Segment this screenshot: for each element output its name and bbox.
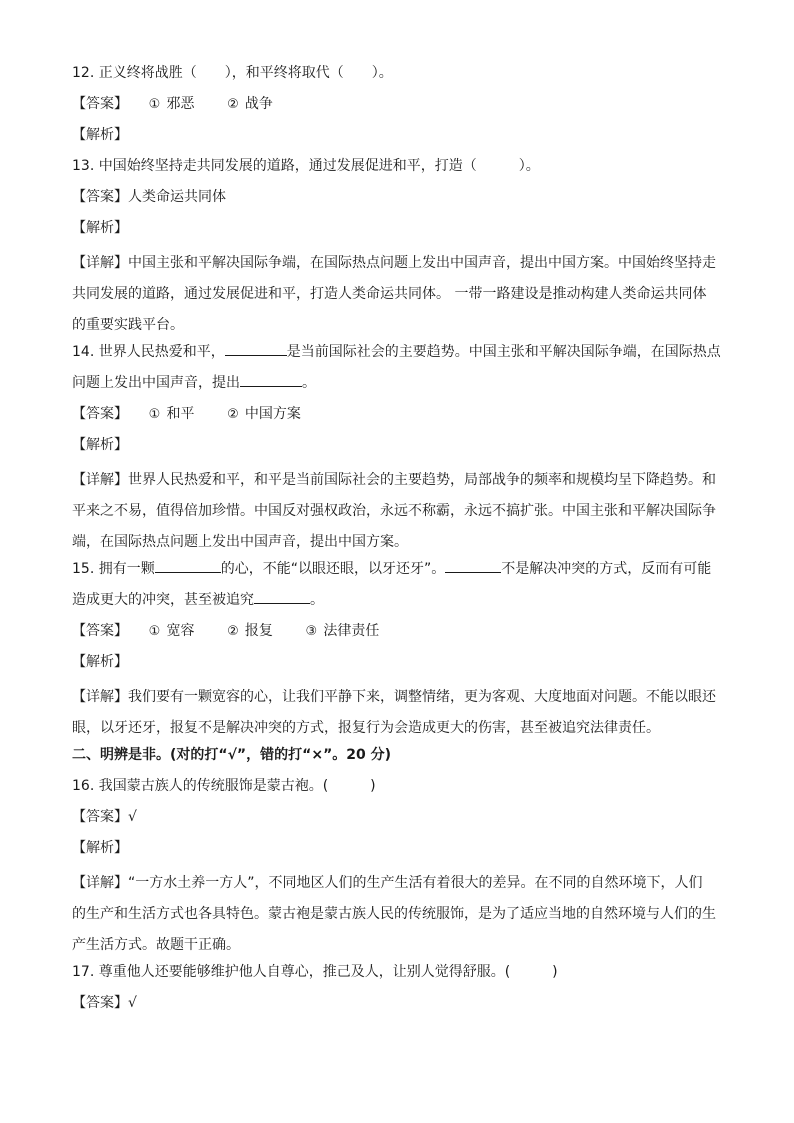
answer-text: 中国方案: [244, 406, 301, 422]
answer-text: 和平: [166, 406, 195, 422]
answer-label: 【答案】: [72, 623, 128, 639]
circled-number: ②: [227, 97, 239, 112]
document-page: [72, 62, 728, 1023]
fill-blank[interactable]: [155, 558, 221, 573]
circled-number: ②: [227, 624, 239, 639]
detail-line: 【详解】世界人民热爱和平，和平是当前国际社会的主要趋势，局部战争的频率和规模均呈下降趋势。和: [72, 472, 716, 488]
answer-13: [72, 186, 728, 217]
detail-16: [72, 868, 728, 961]
answer-label: 【答案】: [72, 96, 128, 112]
question-16: 16. 我国蒙古族人的传统服饰是蒙古袍。( ): [72, 778, 376, 794]
question-text: 。: [310, 592, 324, 608]
answer-text: 战争: [244, 96, 273, 112]
detail-14: [72, 465, 728, 558]
answer-label: 【答案】: [72, 809, 128, 825]
circled-number: ②: [227, 407, 239, 422]
analysis-label: 【解析】: [72, 654, 128, 670]
answer-14: [72, 403, 728, 434]
answer-text: 报复: [244, 623, 273, 639]
question-15-line-2: [72, 589, 728, 620]
circled-number: ①: [148, 97, 161, 112]
fill-blank[interactable]: [225, 341, 287, 356]
answer-12: [72, 93, 728, 124]
answer-item: [225, 93, 273, 116]
question-14-line-2: [72, 372, 728, 403]
answer-label: 【答案】: [72, 995, 128, 1011]
answer-text: 宽容: [166, 623, 195, 639]
detail-line: 【详解】我们要有一颗宽容的心，让我们平静下来，调整情绪，更为客观、大度地面对问题。不能以眼还: [72, 689, 716, 705]
answer-16: [72, 806, 728, 837]
detail-line: 【详解】“一方水土养一方人”，不同地区人们的生产生活有着很大的差异。在不同的自然环境下，人们: [72, 875, 703, 891]
question-12: 12. 正义终将战胜（ ），和平终将取代（ ）。: [72, 65, 393, 81]
detail-13: [72, 248, 728, 341]
detail-line: 产生活方式。故题干正确。: [72, 937, 240, 953]
detail-line: 眼，以牙还牙，报复不是解决冲突的方式，报复行为会造成更大的伤害，甚至被追究法律责任。: [72, 720, 660, 736]
answer-label: 【答案】: [72, 406, 128, 422]
detail-line: 【详解】中国主张和平解决国际争端，在国际热点问题上发出中国声音，提出中国方案。中国始终坚持走: [72, 255, 716, 271]
answer-text: √: [128, 809, 137, 825]
answer-text: √: [128, 995, 137, 1011]
detail-line: 的重要实践平台。: [72, 317, 184, 333]
detail-line: 的生产和生活方式也各具特色。蒙古袍是蒙古族人民的传统服饰，是为了适应当地的自然环境与人们的生: [72, 906, 716, 922]
answer-item: [225, 403, 301, 426]
circled-number: ①: [148, 624, 161, 639]
detail-15: [72, 682, 728, 744]
question-text: 14. 世界人民热爱和平，: [72, 344, 225, 360]
section-2-title: 二、明辨是非。(对的打“√”，错的打“×”。20 分): [72, 747, 392, 763]
answer-label: 【答案】: [72, 189, 128, 205]
answer-item: [146, 93, 194, 116]
question-text: 问题上发出中国声音，提出: [72, 375, 240, 391]
answer-text: 邪恶: [166, 96, 195, 112]
answer-item: [303, 620, 379, 643]
analysis-label: 【解析】: [72, 220, 128, 236]
question-13: 13. 中国始终坚持走共同发展的道路，通过发展促进和平，打造（ ）。: [72, 158, 540, 174]
analysis-label: 【解析】: [72, 437, 128, 453]
analysis-label: 【解析】: [72, 127, 128, 143]
detail-line: 端，在国际热点问题上发出中国声音，提出中国方案。: [72, 534, 408, 550]
detail-line: 共同发展的道路，通过发展促进和平，打造人类命运共同体。 一带一路建设是推动构建人类命运共同体: [72, 286, 707, 302]
answer-text: 法律责任: [323, 623, 380, 639]
analysis-label: 【解析】: [72, 840, 128, 856]
detail-line: 平来之不易，值得倍加珍惜。中国反对强权政治，永远不称霸，永远不搞扩张。中国主张和平解决国际争: [72, 503, 716, 519]
answer-17: [72, 992, 728, 1023]
question-14-line-1: [72, 341, 728, 372]
question-text: 的心，不能“以眼还眼，以牙还牙”。: [220, 561, 446, 577]
question-text: 15. 拥有一颗: [72, 561, 155, 577]
fill-blank[interactable]: [240, 372, 302, 387]
question-text: 是当前国际社会的主要趋势。中国主张和平解决国际争端，在国际热点: [286, 344, 721, 360]
question-15-line-1: [72, 558, 728, 589]
question-text: 不是解决冲突的方式，反而有可能: [501, 561, 712, 577]
answer-item: [225, 620, 273, 643]
circled-number: ③: [305, 624, 318, 639]
answer-item: [146, 620, 194, 643]
circled-number: ①: [148, 407, 161, 422]
question-text: 造成更大的冲突，甚至被追究: [72, 592, 254, 608]
answer-text: 人类命运共同体: [128, 189, 226, 205]
question-text: 。: [302, 375, 316, 391]
fill-blank[interactable]: [445, 558, 501, 573]
fill-blank[interactable]: [254, 589, 310, 604]
answer-15: [72, 620, 728, 651]
answer-item: [146, 403, 194, 426]
question-17: 17. 尊重他人还要能够维护他人自尊心，推己及人，让别人觉得舒服。( ): [72, 964, 558, 980]
